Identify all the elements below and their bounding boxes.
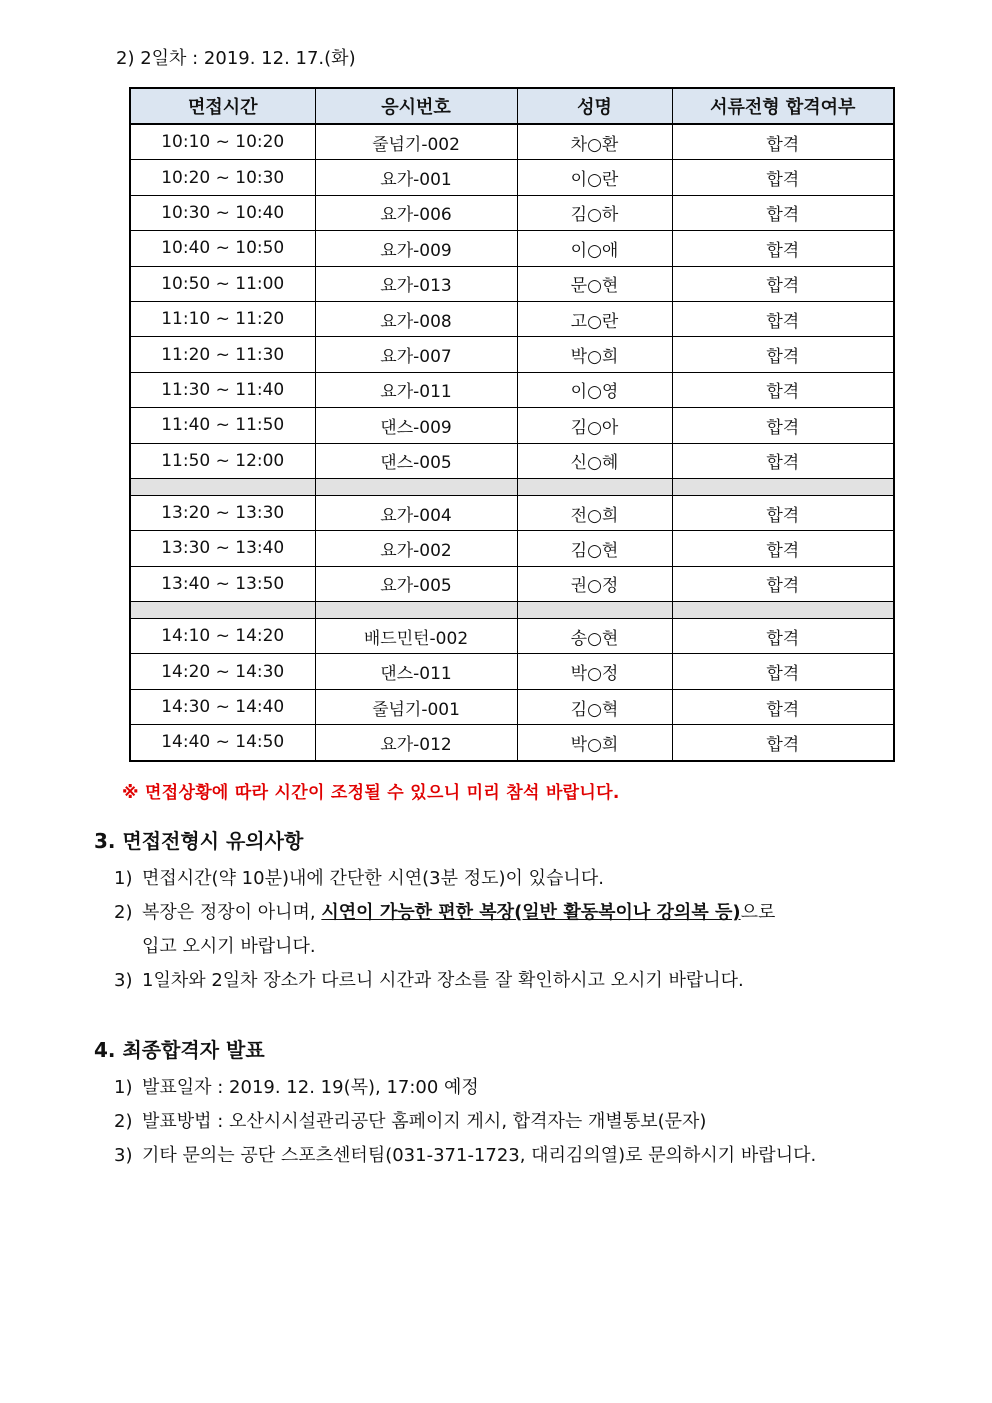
cell-applicant-number: 댄스-005 <box>315 443 517 478</box>
table-row <box>130 195 894 230</box>
cell-document-result: 합격 <box>672 337 894 372</box>
cell-document-result: 합격 <box>672 654 894 689</box>
cell-applicant-number: 요가-009 <box>315 231 517 266</box>
item-text: 복장은 정장이 아니며, <box>142 902 322 923</box>
cell-name: 김○하 <box>517 195 672 230</box>
cell-name: 김○혁 <box>517 689 672 724</box>
section4-item-1 <box>114 1073 479 1099</box>
break-cell <box>517 602 672 619</box>
interview-schedule-table <box>129 87 895 762</box>
item-text: 발표방법 : 오산시시설관리공단 홈페이지 게시, 합격자는 개별통보(문자) <box>142 1111 707 1132</box>
table-row <box>130 443 894 478</box>
break-row <box>130 602 894 619</box>
break-cell <box>517 478 672 495</box>
cell-interview-time: 13:40 ~ 13:50 <box>130 566 315 601</box>
section3-title: 3. 면접전형시 유의사항 <box>94 829 304 853</box>
cell-document-result: 합격 <box>672 443 894 478</box>
cell-interview-time: 10:10 ~ 10:20 <box>130 124 315 160</box>
header-applicant-number: 응시번호 <box>315 88 517 124</box>
cell-applicant-number: 요가-008 <box>315 301 517 336</box>
cell-document-result: 합격 <box>672 301 894 336</box>
cell-applicant-number: 요가-006 <box>315 195 517 230</box>
item-number: 2) <box>114 902 133 923</box>
table-row <box>130 495 894 530</box>
cell-name: 이○영 <box>517 372 672 407</box>
table-row <box>130 266 894 301</box>
cell-name: 권○정 <box>517 566 672 601</box>
cell-document-result: 합격 <box>672 408 894 443</box>
cell-document-result: 합격 <box>672 195 894 230</box>
day2-heading: 2) 2일차 : 2019. 12. 17.(화) <box>116 48 356 69</box>
cell-interview-time: 14:40 ~ 14:50 <box>130 725 315 761</box>
cell-interview-time: 10:30 ~ 10:40 <box>130 195 315 230</box>
item-text: 1일차와 2일차 장소가 다르니 시간과 장소를 잘 확인하시고 오시기 바랍니다. <box>142 970 744 991</box>
item-emphasis: 시연이 가능한 편한 복장(일반 활동복이나 강의복 등) <box>321 902 741 923</box>
section3-item-3 <box>114 966 744 992</box>
cell-document-result: 합격 <box>672 124 894 160</box>
cell-applicant-number: 요가-001 <box>315 160 517 195</box>
cell-name: 김○현 <box>517 531 672 566</box>
cell-document-result: 합격 <box>672 231 894 266</box>
cell-interview-time: 10:40 ~ 10:50 <box>130 231 315 266</box>
cell-name: 문○현 <box>517 266 672 301</box>
table-row <box>130 654 894 689</box>
break-cell <box>130 602 315 619</box>
cell-document-result: 합격 <box>672 725 894 761</box>
table-row <box>130 725 894 761</box>
section3-item-1 <box>114 864 604 890</box>
header-interview-time: 면접시간 <box>130 88 315 124</box>
section4-item-3 <box>114 1141 816 1167</box>
cell-document-result: 합격 <box>672 566 894 601</box>
item-text: 기타 문의는 공단 스포츠센터팀(031-371-1723, 대리김의열)로 문의하시기 바랍니다. <box>142 1145 817 1166</box>
cell-name: 송○현 <box>517 619 672 654</box>
cell-applicant-number: 댄스-009 <box>315 408 517 443</box>
table-row <box>130 408 894 443</box>
section4-item-2 <box>114 1107 706 1133</box>
cell-interview-time: 11:40 ~ 11:50 <box>130 408 315 443</box>
cell-applicant-number: 요가-007 <box>315 337 517 372</box>
cell-document-result: 합격 <box>672 531 894 566</box>
cell-interview-time: 11:30 ~ 11:40 <box>130 372 315 407</box>
cell-interview-time: 10:50 ~ 11:00 <box>130 266 315 301</box>
table-row <box>130 372 894 407</box>
table-header-row <box>130 88 894 124</box>
cell-document-result: 합격 <box>672 266 894 301</box>
cell-name: 박○희 <box>517 725 672 761</box>
table-row <box>130 160 894 195</box>
cell-applicant-number: 줄넘기-002 <box>315 124 517 160</box>
cell-name: 이○란 <box>517 160 672 195</box>
cell-name: 고○란 <box>517 301 672 336</box>
cell-applicant-number: 댄스-011 <box>315 654 517 689</box>
header-document-result: 서류전형 합격여부 <box>672 88 894 124</box>
cell-document-result: 합격 <box>672 619 894 654</box>
cell-name: 박○정 <box>517 654 672 689</box>
cell-name: 이○애 <box>517 231 672 266</box>
table-row <box>130 689 894 724</box>
cell-applicant-number: 줄넘기-001 <box>315 689 517 724</box>
cell-name: 신○혜 <box>517 443 672 478</box>
cell-interview-time: 14:30 ~ 14:40 <box>130 689 315 724</box>
cell-name: 김○아 <box>517 408 672 443</box>
cell-document-result: 합격 <box>672 160 894 195</box>
break-cell <box>315 478 517 495</box>
table-row <box>130 619 894 654</box>
cell-interview-time: 11:10 ~ 11:20 <box>130 301 315 336</box>
cell-name: 박○희 <box>517 337 672 372</box>
cell-applicant-number: 요가-002 <box>315 531 517 566</box>
cell-interview-time: 11:20 ~ 11:30 <box>130 337 315 372</box>
cell-interview-time: 11:50 ~ 12:00 <box>130 443 315 478</box>
item-text: 면접시간(약 10분)내에 간단한 시연(3분 정도)이 있습니다. <box>142 868 604 889</box>
cell-interview-time: 10:20 ~ 10:30 <box>130 160 315 195</box>
cell-applicant-number: 배드민턴-002 <box>315 619 517 654</box>
item-number: 2) <box>114 1111 133 1132</box>
item-number: 3) <box>114 970 133 991</box>
cell-applicant-number: 요가-011 <box>315 372 517 407</box>
item-number: 1) <box>114 868 133 889</box>
cell-document-result: 합격 <box>672 372 894 407</box>
cell-applicant-number: 요가-005 <box>315 566 517 601</box>
schedule-note: ※ 면접상황에 따라 시간이 조정될 수 있으니 미리 참석 바랍니다. <box>122 783 620 803</box>
item-text-tail: 으로 <box>740 902 776 923</box>
cell-interview-time: 13:20 ~ 13:30 <box>130 495 315 530</box>
section4-title: 4. 최종합격자 발표 <box>94 1038 265 1062</box>
header-name: 성명 <box>517 88 672 124</box>
cell-interview-time: 13:30 ~ 13:40 <box>130 531 315 566</box>
break-cell <box>130 478 315 495</box>
table-row <box>130 124 894 160</box>
cell-applicant-number: 요가-012 <box>315 725 517 761</box>
item-text: 발표일자 : 2019. 12. 19(목), 17:00 예정 <box>142 1077 479 1098</box>
section3-item-2 <box>114 898 775 924</box>
table-row <box>130 231 894 266</box>
table-row <box>130 566 894 601</box>
table-row <box>130 531 894 566</box>
break-cell <box>672 478 894 495</box>
cell-interview-time: 14:20 ~ 14:30 <box>130 654 315 689</box>
break-cell <box>672 602 894 619</box>
section3-item-2-continuation: 입고 오시기 바랍니다. <box>142 936 316 957</box>
table-row <box>130 301 894 336</box>
table-body <box>130 124 894 761</box>
cell-document-result: 합격 <box>672 689 894 724</box>
break-row <box>130 478 894 495</box>
cell-interview-time: 14:10 ~ 14:20 <box>130 619 315 654</box>
item-number: 3) <box>114 1145 133 1166</box>
item-number: 1) <box>114 1077 133 1098</box>
cell-document-result: 합격 <box>672 495 894 530</box>
cell-name: 전○희 <box>517 495 672 530</box>
table-row <box>130 337 894 372</box>
cell-applicant-number: 요가-004 <box>315 495 517 530</box>
break-cell <box>315 602 517 619</box>
cell-name: 차○환 <box>517 124 672 160</box>
cell-applicant-number: 요가-013 <box>315 266 517 301</box>
